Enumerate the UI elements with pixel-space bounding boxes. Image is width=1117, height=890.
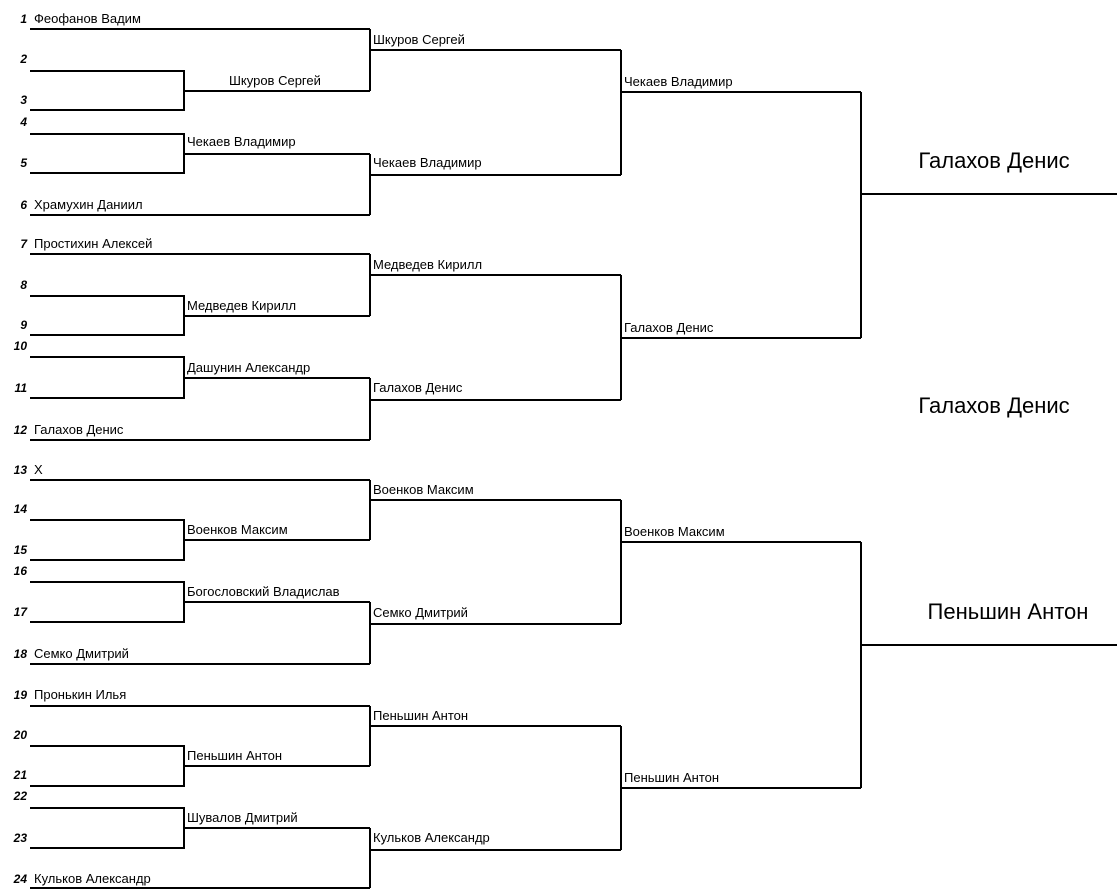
seed-names [34, 11, 152, 886]
round2-winner: Пеньшин Антон [373, 708, 469, 723]
seed-number: 8 [20, 278, 27, 292]
round1-winner: Дашунин Александр [187, 360, 311, 375]
round1-winner: Медведев Кирилл [187, 298, 297, 313]
seed-number: 11 [14, 381, 27, 395]
seed-number: 5 [20, 156, 27, 170]
participant-name: Семко Дмитрий [34, 646, 129, 661]
round2-winner: Медведев Кирилл [373, 257, 483, 272]
seed-number: 10 [13, 339, 27, 353]
participant-name: X [34, 462, 43, 477]
round3-winner: Пеньшин Антон [624, 770, 720, 785]
seed-number: 20 [13, 728, 27, 742]
round3-winner: Чекаев Владимир [624, 74, 733, 89]
round3-winner: Военков Максим [624, 524, 725, 539]
participant-name: Галахов Денис [34, 422, 124, 437]
seed-number: 24 [13, 872, 27, 886]
round1-winners [187, 73, 340, 825]
seed-number: 6 [20, 198, 27, 212]
participant-name: Храмухин Даниил [34, 197, 143, 212]
seed-number: 3 [20, 93, 27, 107]
seed-number: 4 [20, 115, 27, 129]
participant-name: Феофанов Вадим [34, 11, 141, 26]
round1-winner: Шувалов Дмитрий [187, 810, 298, 825]
participant-name: Кульков Александр [34, 871, 151, 886]
round2-winner: Чекаев Владимир [373, 155, 482, 170]
seed-number: 9 [20, 318, 27, 332]
round2-winner: Шкуров Сергей [373, 32, 465, 47]
round3-winner: Галахов Денис [624, 320, 714, 335]
seed-numbers [13, 12, 29, 886]
seed-number: 2 [20, 52, 27, 66]
seed-number: 13 [13, 463, 27, 477]
round2-winner: Кульков Александр [373, 830, 490, 845]
round2-winners [373, 32, 490, 845]
round2-winner: Семко Дмитрий [373, 605, 468, 620]
seed-number: 21 [13, 768, 27, 782]
participant-name: Пронькин Илья [34, 687, 127, 702]
seed-number: 18 [13, 647, 27, 661]
round1-winner: Богословский Владислав [187, 584, 340, 599]
round1-winner: Чекаев Владимир [187, 134, 296, 149]
seed-number: 17 [13, 605, 27, 619]
seed-number: 23 [13, 831, 27, 845]
participant-name: Простихин Алексей [34, 236, 153, 251]
seed-number: 12 [13, 423, 27, 437]
seed-number: 22 [13, 789, 27, 803]
round1-winner: Военков Максим [187, 522, 288, 537]
round1-winner: Пеньшин Антон [187, 748, 283, 763]
semifinal-winner: Пеньшин Антон [927, 599, 1089, 624]
seed-number: 1 [20, 12, 27, 26]
seed-number: 19 [13, 688, 27, 702]
round2-winner: Галахов Денис [373, 380, 463, 395]
seed-number: 7 [20, 237, 27, 251]
champion-name: Галахов Денис [918, 393, 1070, 418]
round2-winner: Военков Максим [373, 482, 474, 497]
seed-number: 15 [13, 543, 27, 557]
semifinal-winner: Галахов Денис [918, 148, 1070, 173]
seed-number: 16 [13, 564, 27, 578]
round1-winner: Шкуров Сергей [229, 73, 321, 88]
round3-winners [624, 74, 733, 785]
seed-number: 14 [13, 502, 27, 516]
